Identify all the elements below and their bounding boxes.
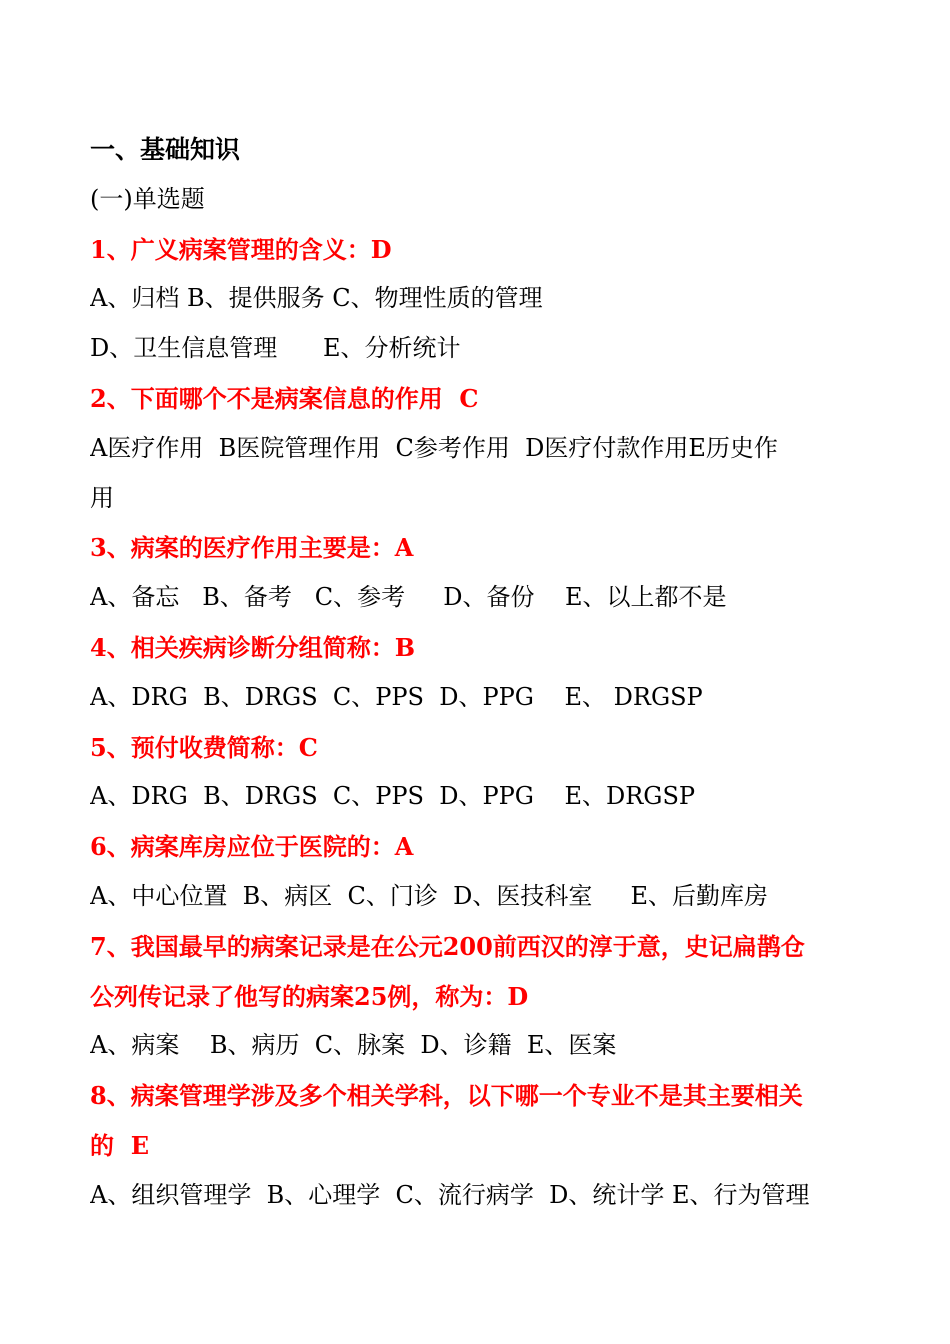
question-options: A、DRG B、DRGS C、PPS D、PPG E、 DRGSP: [90, 682, 703, 711]
question-5: [90, 723, 870, 823]
question-7: [90, 922, 870, 1071]
question-text: 公列传记录了他写的病案25例，称为：D: [90, 981, 529, 1011]
question-text: 3、病案的医疗作用主要是：A: [90, 533, 414, 563]
question-4: [90, 623, 870, 723]
question-text: 7、我国最早的病案记录是在公元200前西汉的淳于意，史记扁鹊仓: [90, 931, 805, 961]
question-options: A、组织管理学 B、心理学 C、流行病学 D、统计学 E、行为管理: [90, 1180, 810, 1209]
question-text: 6、病案库房应位于医院的：A: [90, 832, 414, 862]
question-options: A、中心位置 B、病区 C、门诊 D、医技科室 E、后勤库房: [90, 881, 769, 910]
question-text: 的 E: [90, 1130, 150, 1160]
section-title: 一、基础知识: [90, 135, 241, 164]
document-page: [90, 125, 870, 1221]
question-options: 用: [90, 483, 114, 512]
question-8: [90, 1071, 870, 1220]
question-options: D、卫生信息管理 E、分析统计: [90, 334, 461, 363]
question-text: 8、病案管理学涉及多个相关学科，以下哪一个专业不是其主要相关: [90, 1081, 803, 1111]
subsection-title: (一)单选题: [90, 184, 205, 213]
question-options: A、备忘 B、备考 C、参考 D、备份 E、以上都不是: [90, 583, 727, 612]
question-options: A、归档 B、提供服务 C、物理性质的管理: [90, 284, 543, 313]
question-text: 2、下面哪个不是病案信息的作用 C: [90, 383, 479, 413]
question-6: [90, 822, 870, 922]
question-text: 4、相关疾病诊断分组简称：B: [90, 632, 415, 662]
question-text: 5、预付收费简称：C: [90, 732, 318, 762]
question-3: [90, 523, 870, 623]
question-1: [90, 225, 870, 374]
question-options: A、病案 B、病历 C、脉案 D、诊籍 E、医案: [90, 1031, 617, 1060]
question-options: A、DRG B、DRGS C、PPS D、PPG E、DRGSP: [90, 782, 696, 811]
question-text: 1、广义病案管理的含义：D: [90, 234, 392, 264]
question-options: A医疗作用 B医院管理作用 C参考作用 D医疗付款作用E历史作: [90, 433, 778, 462]
question-2: [90, 374, 870, 523]
